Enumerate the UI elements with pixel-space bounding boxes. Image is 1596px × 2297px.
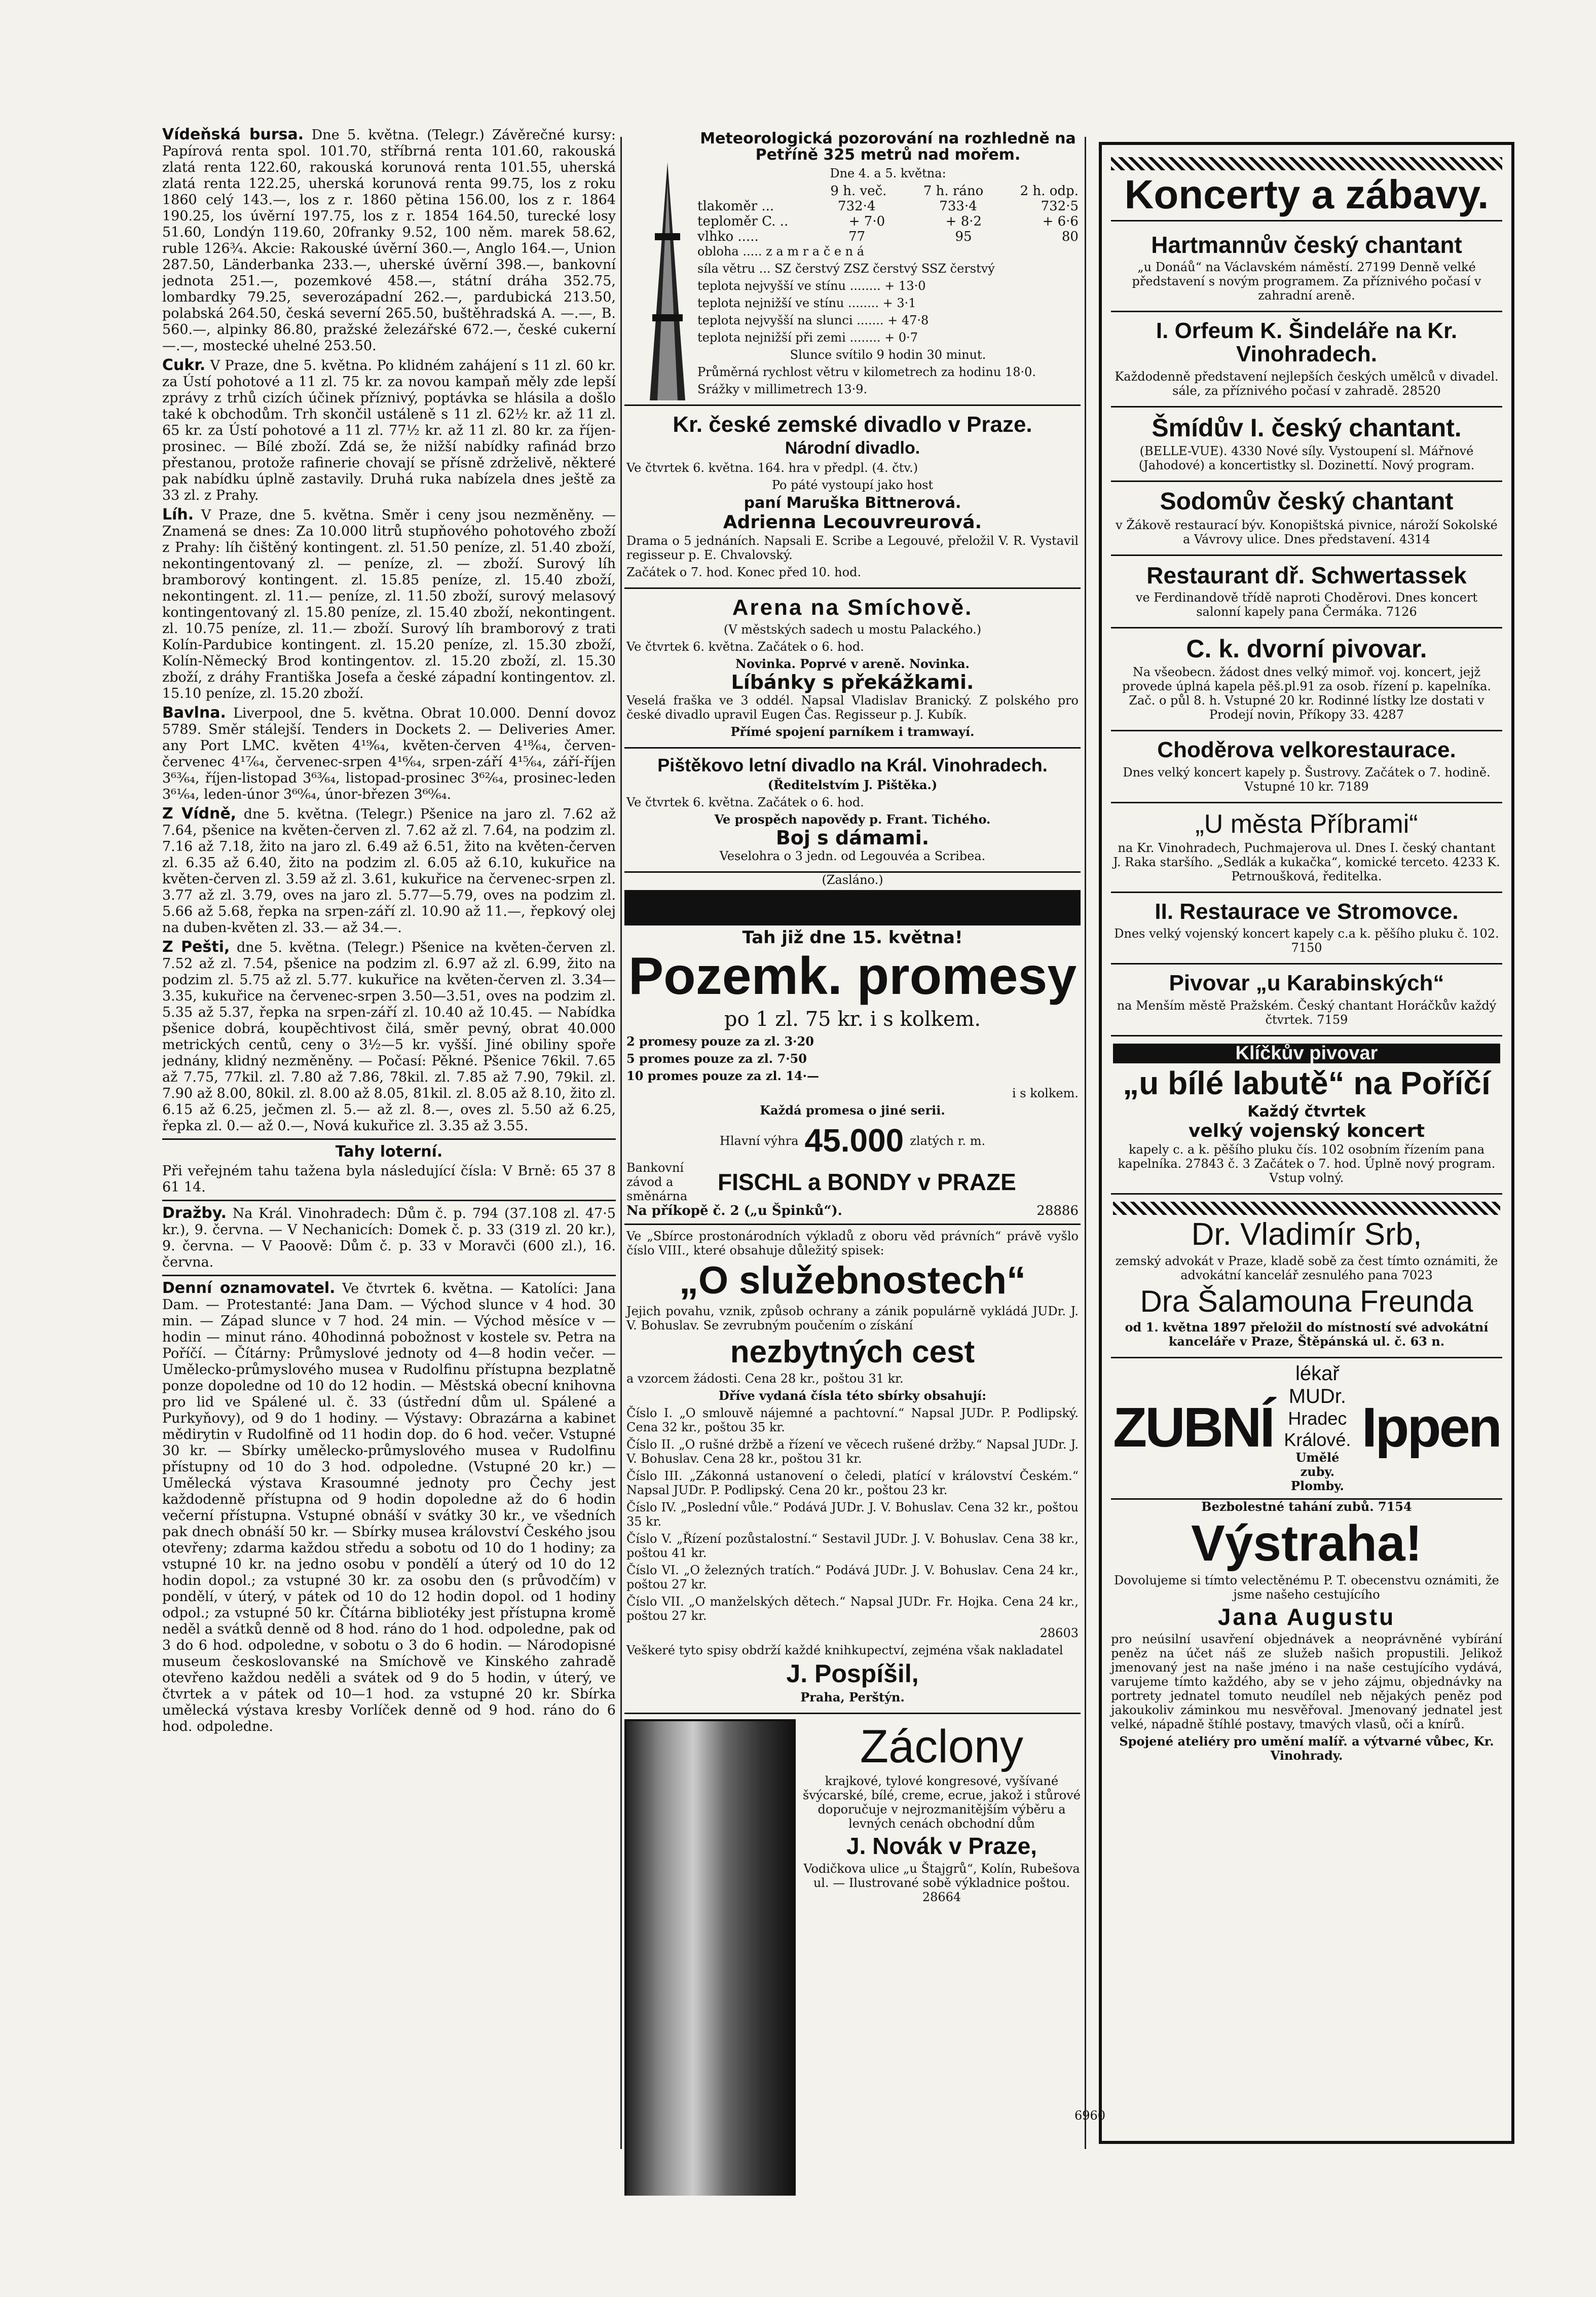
concert-ad-title: II. Restaurace ve Stromovce. <box>1155 899 1459 924</box>
fischl-num: 28886 <box>1036 1203 1079 1219</box>
lekar: lékař MUDr. <box>1288 1362 1347 1407</box>
meteo-value: 732·5 <box>1041 199 1079 214</box>
concert-ad-text: na Kr. Vinohradech, Puchmajerova ul. Dnes I. český chantant J. Raka staršího. „Sedlák a kukačka“, komické terceto. 4233 K. Petrnoušková, ředitelka. <box>1113 841 1500 884</box>
concert-ad-title: Pivovar „u Karabinských“ <box>1169 971 1444 996</box>
pistek-title: Pištěkovo letní divadlo na Král. Vinohradech. <box>657 755 1048 776</box>
ad-number: 6960 <box>1074 2108 1106 2123</box>
pistek-line: Ve prospěch napovědy p. Frant. Tichého. <box>714 811 991 827</box>
concert-ad-text: Každodenně představení nejlepších českých umělců v divadel. sále, za příznivého počasí v zahradě. 28520 <box>1115 369 1499 398</box>
promesy-unit: zlatých r. m. <box>910 1133 986 1148</box>
drazby-text: Na Král. Vinohradech: Dům č. p. 794 (37.108 zl. 47·5 kr.), 9. června. — V Nechanicích: Domek č. p. 33 (319 zl. 20 kr.), 9. června. — V Paoově: Dům č. p. 33 v Moravči (600 zl.), 16. června. <box>162 1206 616 1270</box>
pistek-line: Ve čtvrtek 6. května. Začátek o 6. hod. <box>626 795 864 809</box>
koncerty-title: Koncerty a zábavy. <box>1124 172 1489 217</box>
concert-ad-text: Dnes velký vojenský koncert kapely c.a k. pěšího pluku č. 102. 7150 <box>1114 927 1499 955</box>
concert-ad-text: (BELLE-VUE). 4330 Nové síly. Vystoupení sl. Mářnové (Jahodové) a koncertistky sl. Dozinettí. Nový program. <box>1138 444 1475 473</box>
vystraha-end: Spojené ateliéry pro umění malíř. a výtvarné vůbec, Kr. Vinohrady. <box>1119 1733 1494 1763</box>
concert-ad <box>1111 803 1502 894</box>
meteo-temp: teplota nejvyšší na slunci ....... + 47·8 <box>697 313 929 327</box>
labute-title: „u bílé labutě“ na Poříčí <box>1123 1065 1491 1102</box>
burza-heading: Vídeňská bursa. <box>162 127 304 143</box>
concert-ad-title: Šmídův I. český chantant. <box>1152 413 1462 442</box>
meteo-temp: teplota nejnižší ve stínu ........ + 3·1 <box>697 296 916 310</box>
vystraha-ad <box>1111 1514 1502 1763</box>
cislo-item: Číslo V. „Řízení pozůstalostní.“ Sestavil JUDr. J. V. Bohuslav. Cena 38 kr., poštou 41 kr. <box>626 1532 1079 1561</box>
promesy-hlavni: Hlavní výhra <box>719 1133 799 1148</box>
arena-title: Arena na Smíchově. <box>732 595 973 620</box>
bavlna-heading: Bavlna. <box>162 704 226 722</box>
cislo-item: Číslo VI. „O železných tratích.“ Podává JUDr. J. V. Bohuslav. Cena 24 kr., poštou 27 kr. <box>626 1563 1079 1592</box>
concert-ad <box>1111 407 1502 483</box>
vojensky: velký vojenský koncert <box>1188 1120 1425 1141</box>
meteo-value: 77 <box>848 229 866 244</box>
black-band <box>624 890 1081 925</box>
meteo-col: 2 h. odp. <box>1020 183 1079 199</box>
concert-ad <box>1111 226 1502 312</box>
srb-name: Dr. Vladimír Srb, <box>1191 1216 1422 1252</box>
meteo-value: 733·4 <box>939 199 977 214</box>
concert-ad <box>1111 556 1502 628</box>
pest-text: dne 5. května. (Telegr.) Pšenice na květen-červen zl. 7.52 až zl. 7.54, pšenice na podzim zl. 6.97 až zl. 6.99, žito na podzim zl. 5.75 až zl. 5.77. kukuřice na květen-červen zl. 3.34—3.35, kukuřice na červenec-srpen 3.50—3.51, oves na podzim zl. 5.35 až 5.37, řepka na srpen-září zl. 10.40 až 10.45. — Nabídka pšenice dobrá, koupěchtivost čilá, směr pevný, obrat 40.000 metrických centů, ceny o 3½—5 kr. vyšší. Jiné obiliny spoře jednány, klidný nezměněny. — Počasí: Pěkné. Pšenice 76kil. 7.65 až 7.75, 77kil. zl. 7.80 až 7.86, 78kil. zl. 7.85 až 7.90, 79kil. zl. 7.90 až 8.00, 80kil. zl. 8.00 až 8.05, 81kil. zl. 8.05 až 8.10, žito zl. 6.15 až 6.25, ječmen zl. 5.— až zl. 8.—, oves zl. 5.50 až 6.25, řepka zl. 0.— až 0.—, Nová kukuřice zl. 3.35 až 3.55. <box>162 940 616 1134</box>
meteo-title: Meteorologická pozorování na rozhledně na Petříně 325 metrů nad mořem. <box>700 130 1076 164</box>
column-markets <box>162 127 616 2196</box>
drazby-article <box>162 1205 616 1271</box>
arena-line: Ve čtvrtek 6. května. Začátek o 6. hod. <box>626 640 864 654</box>
vystraha-pre: Dovolujeme si tímto velectěnému P. T. obecenstvu oznámiti, že jsme našeho cestujícího <box>1114 1573 1499 1602</box>
fischl-pre: Bankovní závod a směnárna <box>626 1161 688 1204</box>
narodni-line: Drama o 5 jednáních. Napsali E. Scribe a Legouvé, přeložil V. R. Vystavil regisseur p. E. Chvalovský. <box>626 533 1079 562</box>
meteo-value: 95 <box>955 229 972 244</box>
concert-ad-title: C. k. dvorní pivovar. <box>1186 634 1427 663</box>
novak-addr: Vodičkova ulice „u Štajgrů“, Kolín, Rubešova ul. — Ilustrované sobě výkladnice poštou. 28664 <box>803 1861 1080 1904</box>
lih-text: V Praze, dne 5. května. Směr i ceny jsou nezměněny. — Znamená se dnes: Za 10.000 litrů stupňového pohotového zboží z Prahy: líh čištěný kontingent. zl. 51.50 peníze, zl. 51.40 zboží, nekontingentovaný zl. — peníze, zl. — zboží. Surový líh bramborový kontingent. zl. 15.85 peníze, zl. 15.40 zboží, nekontingent. zl. 11.— peníze, zl. 11.50 zboží, surový melasový kontingentovaný zl. 15.80 peníze, zl. 15.40 zboží, nekontingent. zl. 10.75 peníze, zl. 11.— zboží. Surový líh bramborový z trati Kolín-Pardubice kontingent. zl. 15.20 peníze, zl. 15.30 zboží, Kolín-Německý Brod kontingentov. zl. 15.20 zboží, zl. 15.30 zboží, z dráhy Františka Josefa a české západní kontingentov. zl. 15.10 peníze, zl. 15.20 zboží. <box>162 507 616 701</box>
concert-ad <box>1111 965 1502 1036</box>
meteo-value: + 6·6 <box>1042 214 1079 229</box>
meteo-rain: Srážky v millimetrech 13·9. <box>697 382 868 396</box>
meteo-value: + 8·2 <box>945 214 982 229</box>
concert-ad <box>1111 628 1502 732</box>
meteo-wind-speed: Průměrná rychlost větru v kilometrech za hodinu 18·0. <box>697 365 1036 379</box>
concert-ad-text: v Žákově restaurací býv. Konopištská pivnice, nároží Sokolské a Vávrovy ulice. Dnes představení. 4314 <box>1116 517 1498 546</box>
bavlna-text: Liverpool, dne 5. května. Obrat 10.000. Denní dovoz 5789. Směr stálejší. Tenders in Dockets 2. — Deliveries Amer. any Port LMC. květen 4¹⁹⁄₆₄, květen-červen 4¹⁸⁄₆₄, červen-červenec 4¹⁷⁄₆₄, červenec-srpen 4¹⁶⁄₆₄, srpen-září 4¹⁵⁄₆₄, září-říjen 3⁶³⁄₆₄, říjen-listopad 3⁶³⁄₆₄, listopad-prosinec 3⁶²⁄₆₄, prosinec-leden 3⁶¹⁄₆₄, leden-únor 3⁶⁰⁄₆₄, únor-březen 3⁶⁰⁄₆₄. <box>162 706 616 802</box>
concert-ad <box>1111 482 1502 555</box>
divider <box>1111 220 1502 221</box>
august-name: Jana Augustu <box>1217 1603 1396 1630</box>
oznam-heading: Denní oznamovatel. <box>162 1279 336 1297</box>
narodni-line: Začátek o 7. hod. Konec před 10. hod. <box>626 565 862 579</box>
promesy-title: Pozemk. promesy <box>628 946 1077 1006</box>
pistek-line: (Ředitelstvím J. Pištěka.) <box>767 777 938 792</box>
burza-article <box>162 127 616 354</box>
vystraha-text: pro neúsilní usavření objednávek a neoprávněné vybírání peněz na účet náš ze služeb našich propustili. Jelikož jmenovaný jest na naše jméno i na naše cestujícího vydává, varujeme tímto každého, aby se v jeho zájmu, objednávky na portrety jednatel tomuto neudílel neb nějakých peněz pod jakoukoliv záminkou mu nesvěřoval. Jmenovaný jednatel jest velké, nápadně štíhlé postavy, tmavých vlasů, oči a knírů. <box>1111 1632 1502 1731</box>
tahy-heading: Tahy loterní. <box>335 1143 443 1161</box>
lookout-tower-icon <box>645 162 690 405</box>
ornament-border <box>1113 1202 1500 1215</box>
column-divider <box>620 137 622 2149</box>
drive-heading: Dříve vydaná čísla této sbírky obsahují: <box>718 1388 987 1403</box>
oznam-text: Ve čtvrtek 6. května. — Katolíci: Jana Dam. — Protestanté: Jana Dam. — Východ slunce v 4 hod. 30 min. — Západ slunce v 7 hod. 24 min. — Východ měsíce v — hodin — minut ráno. 40hodinná pobožnost v kostele sv. Petra na Poříčí. — Čítárny: Průmyslové jednoty od 4—8 hodin večer. — Umělecko-průmyslového musea v Rudolfinu přístupna bezplatně ponze dopoledne od 10 do 12 hodin. — Městská obecní knihovna pro lid ve Spálené ul. č. 33 (ústřední dům ul. Spálené a Purkyňovy), od 9 do 1 hodiny. — Výstavy: Obrazárna a kabinet mědirytin v Rudolfině od 11 hodin dop. do 6 hod. večer. Vstupné 30 kr. — Sbírky umělecko-průmyslového musea v Rudolfinu přístupny od 10 do 3 hod. odpoledne. (Vstupné 20 kr.) — Umělecká výstava Krasoumné jednoty pro Čechy jest každodenně přístupna od 9 hodin dopoledne až do 6 hodin večerní přístupna. Vstupné obnáší v svátky 30 kr., ve všedních pak dnech obnáší 50 kr. — Sbírky musea království Českého jsou otevřeny; zdarma každou středu a sobotu od 10 do 1 hodiny; za vstupné 10 kr. na jedno osobu v pondělí a úterý od 10 do 12 hodin dopol.; za vstupné 30 kr. za osobu den (s průvodčím) v pondělí, v úterý, v pátek od 10 do 12 hodin dopol. od 1 hodiny odpol.; za vstupné 50 kr. Čítárna bibliotéky jest přístupna kromě neděl a svátků denně od 8 hod. ráno do 1 hod. odpoledne, pak od 3 do 6 hod. odpoledne, v sobotu o 3 do 6 hodin. — Národopisné museum českoslovanské na Smíchově ve Kinského zahradě otevřeno každou neděli a svátek od 9 do 5 hodin, v úterý, ve čtvrtek a v pátek od 10—1 hod. za vstupné 20 kr. Sbírka umělecká výstava kresby Vorlíček denně od 9 hod. ráno do 6 hod. odpoledne. <box>162 1281 616 1734</box>
cislo-item: Číslo II. „O rušné držbě a řízení ve věcech rušené držby.“ Napsal JUDr. J. V. Bohuslav. Cena 28 kr., poštou 31 kr. <box>626 1437 1079 1466</box>
curtain-illustration-icon <box>624 1719 796 2196</box>
concert-ad-title: Hartmannův český chantant <box>1151 232 1462 258</box>
meteo-sun: Slunce svítilo 9 hodin 30 minut. <box>790 348 986 362</box>
concert-ad-title: Sodomův český chantant <box>1160 488 1454 515</box>
cisla-num: 28603 <box>1040 1626 1079 1641</box>
srb-ad <box>1111 1195 1502 1358</box>
concert-ad-text: Dnes velký koncert kapely p. Šustrovy. Začátek o 7. hodině. Vstupné 10 kr. 7189 <box>1123 765 1491 794</box>
concert-ad-title: „U města Příbrami“ <box>1195 809 1418 839</box>
meteo-value: 732·4 <box>838 199 876 214</box>
meteo-temp: teplota nejnižší při zemi ........ + 0·7 <box>697 330 918 345</box>
meteo-row <box>697 229 1079 244</box>
promesy-top: Tah již dne 15. května! <box>742 927 963 948</box>
narodni-line: Ve čtvrtek 6. května. 164. hra v předpl. (4. čtv.) <box>626 460 918 475</box>
bezbolestne: Bezbolestné tahání zubů. 7154 <box>1201 1499 1412 1514</box>
promesy-line: 10 promes pouze za zl. 14·— <box>626 1068 819 1084</box>
narodni-line: Po páté vystoupí jako host <box>771 477 934 492</box>
concert-ad-text: ve Ferdinandově třídě naproti Choděrovi. Dnes koncert salonní kapely pana Čermáka. 7126 <box>1135 590 1478 619</box>
freund-name: Dra Šalamouna Freunda <box>1140 1284 1473 1318</box>
burza-text: Dne 5. května. (Telegr.) Závěrečné kursy: Papírová renta spol. 101.70, stříbrná renta 101.60, rakouská zlatá renta 122.60, rakouská korunová renta 101.55, uherská zlatá renta 122.25, uherská korunová renta 99.75, los z roku 1860 celý 143.—, los z r. 1860 pětina 156.00, los z r. 1864 190.25, los úvěrní 197.75, los z r. 1854 164.50, turecké losy 51.60, Londýn 119.60, 20franky 9.52, 100 něm. marek 58.62, ruble 126¾. Akcie: Rakouské úvěrní 360.—, Anglo 164.—, Union 287.50, Länderbanka 233.—, uherské úvěrní 398.—, bankovní jednota 251.—, pozemkové 458.—, státní dráha 352.75, lombardky 79.25, severozápadní 262.—, pardubická 213.50, polabská 264.50, česká severní 265.50, buštěhradská A. —.—, B. 560.—, alpinky 86.80, pražské železářské 672.—, české cukerní —.—, mostecké uhelné 253.50. <box>162 127 616 354</box>
column-theatre-ads <box>624 127 1081 2196</box>
meteo-value: + 7·0 <box>848 214 885 229</box>
arena-play: Líbánky s překážkami. <box>731 671 974 694</box>
promesy-serie: Každá promesa o jiné serii. <box>760 1103 945 1118</box>
narodni-play: Adrienna Lecouvreurová. <box>723 511 982 533</box>
meteo-box <box>624 127 1081 406</box>
pistek-play: Boj s dámami. <box>775 826 930 849</box>
labute-ad <box>1111 1036 1502 1195</box>
zubni-word: ZUBNÍ <box>1113 1396 1274 1459</box>
viden-heading: Z Vídně, <box>162 805 237 823</box>
pospisil-addr: Praha, Perštýn. <box>800 1689 905 1705</box>
sluzebnosti-text: Jejich povahu, vznik, způsob ochrany a zánik populárně vykládá JUDr. J. V. Bohuslav. Se zevrubným poučením o získání <box>626 1304 1079 1333</box>
cukr-heading: Cukr. <box>162 356 206 374</box>
arena-line: (V městských sadech u mostu Palackého.) <box>723 622 982 637</box>
srb-text: zemský advokát v Praze, kladě sobě za čest tímto oznámiti, že advokátní kancelář zesnulého pana 7023 <box>1115 1253 1498 1282</box>
ippen-word: Ippen <box>1361 1396 1500 1459</box>
zaclony-ad <box>624 1714 1081 2196</box>
sbirka-intro: Ve „Sbírce prostonárodních výkladů z oboru věd právních“ právě vyšlo číslo VIII., které obsahuje důležitý spisek: <box>626 1229 1079 1258</box>
meteo-header <box>697 183 1079 199</box>
promesy-price: po 1 zl. 75 kr. i s kolkem. <box>724 1008 981 1031</box>
vystraha-title: Výstraha! <box>1191 1514 1422 1572</box>
concert-ad <box>1111 731 1502 803</box>
zaclony-title: Záclony <box>860 1720 1024 1772</box>
meteo-label: vlhko ..... <box>697 229 759 244</box>
meteo-date: Dne 4. a 5. května: <box>830 166 946 180</box>
cislo-item: Číslo VII. „O manželských dětech.“ Napsal JUDr. Fr. Hojka. Cena 24 kr., poštou 27 kr. <box>626 1595 1079 1623</box>
pest-article <box>162 939 616 1134</box>
tahy-text: Při veřejném tahu tažena byla následující čísla: V Brně: 65 37 8 61 14. <box>162 1163 616 1195</box>
cislo-item: Číslo IV. „Poslední vůle.“ Podává JUDr. J. V. Bohuslav. Cena 32 kr., poštou 35 kr. <box>626 1500 1079 1529</box>
meteo-wind: síla větru ... SZ čerstvý ZSZ čerstvý SSZ čerstvý <box>697 262 995 276</box>
concert-ad-text: Na všeobecn. žádost dnes velký mimoř. voj. koncert, jejž provede úplná kapela pěš.pl.91 za osob. řízení p. kapelníka. Zač. o půl 8. h. Vstupné 20 kr. Rodinné lístky lze dostati v Prodejí novin, Příkopy 33. 4287 <box>1122 665 1491 722</box>
meteo-sky: obloha ..... z a m r a č e n á <box>697 244 865 258</box>
pistek-box <box>624 749 1081 873</box>
freund-text: od 1. května 1897 přeložil do místností své advokátní kanceláře v Praze, Štěpánská ul. č. 63 n. <box>1125 1319 1489 1349</box>
narodni-divadlo-title: Národní divadlo. <box>785 438 920 458</box>
meteo-temp: teplota nejvyšší ve stínu ........ + 13·0 <box>697 279 926 293</box>
fischl-name: FISCHL a BONDY v PRAZE <box>718 1169 1016 1196</box>
viden-text: dne 5. května. (Telegr.) Pšenice na jaro zl. 7.62 až 7.64, pšenice na květen-červen zl. 7.62 až zl. 7.64, na podzim zl. 7.16 až 7.18, žito na jaro zl. 6.49 až 6.51, žito na květen-červen zl. 6.35 až 6.40, žito na podzim zl. 6.05 až 6.10, kukuřice na květen-červen zl. 3.59 až zl. 3.61, kukuřice na červenec-srpen zl. 3.77 až zl. 3.79, oves na jaro zl. 5.77—5.79, oves na podzim zl. 5.66 až 5.68, řepka na srpen-září zl. 10.90 až 11.—, řepkový olej na duben-květen zl. 33.— až 34.—. <box>162 806 616 936</box>
drazby-heading: Dražby. <box>162 1204 227 1222</box>
meteo-label: teploměr C. .. <box>697 214 789 229</box>
column-divider <box>1085 137 1086 2149</box>
concert-ad-title: Choděrova velkorestaurace. <box>1157 737 1456 763</box>
ctvrtek: Každý čtvrtek <box>1247 1102 1366 1121</box>
concert-ad-text: na Menším městě Pražském. Český chantant Horáčkův každý čtvrtek. 7159 <box>1117 998 1497 1027</box>
cislo-item: Číslo III. „Zákonná ustanovení o čeledi, platící v království Českém.“ Napsal JUDr. P. Podlipský. Cena 20 kr., poštou 23 kr. <box>626 1469 1079 1498</box>
viden-article <box>162 806 616 936</box>
zaslano: (Zasláno.) <box>822 872 883 887</box>
pospisil-name: J. Pospíšil, <box>786 1659 919 1688</box>
concert-ad-text: „u Donáů“ na Václavském náměstí. 27199 Denně velké představení s novým programem. Za příznivého počasí v zahradní areně. <box>1132 260 1481 303</box>
concert-ad-title: Restaurant dř. Schwertassek <box>1146 562 1467 588</box>
arena-box <box>624 589 1081 749</box>
oznam-article <box>162 1280 616 1735</box>
nezbytnych-text: a vzorcem žádosti. Cena 28 kr., poštou 31 kr. <box>626 1372 904 1386</box>
hradec: Hradec Králové. <box>1284 1407 1351 1450</box>
sbirka-end: Veškeré tyto spisy obdrží každé knihkupectví, zejména však nakladatel <box>626 1643 1063 1658</box>
cukr-article <box>162 357 616 504</box>
meteo-col: 9 h. več. <box>830 183 887 199</box>
cislo-item: Číslo I. „O smlouvě nájemné a pachtovní.“ Napsal JUDr. P. Podlipský. Cena 32 kr., poštou 35 kr. <box>626 1406 1079 1435</box>
promesy-box <box>624 925 1081 1225</box>
sluzebnosti-title: „O služebnostech“ <box>679 1259 1026 1303</box>
divider <box>162 1200 616 1201</box>
lih-heading: Líh. <box>162 506 194 524</box>
arena-line: Veselá fraška ve 3 oddél. Napsal Vladislav Branický. Z polského pro české divadlo upravil Eugen Čas. Regisseur p. J. Kubík. <box>626 693 1079 722</box>
divider <box>162 1138 616 1140</box>
klicka-title: Klíčkův pivovar <box>1113 1044 1500 1064</box>
meteo-row <box>697 214 1079 229</box>
zaclony-text: krajkové, tylové kongresové, vyšívané švýcarské, bílé, creme, ecrue, jakož i stůrové doporučuje v nejrozmanitějším výběru a levných cenách obchodní dům <box>803 1774 1081 1831</box>
meteo-col: 7 h. ráno <box>923 183 984 199</box>
concert-ad-title: I. Orfeum K. Šindeláře na Kr. Vinohradech. <box>1156 318 1458 367</box>
bavlna-article <box>162 705 616 803</box>
sbirka-box <box>624 1225 1081 1714</box>
concert-ad <box>1111 312 1502 407</box>
promesy-line: 5 promes pouze za zl. 7·50 <box>626 1051 807 1066</box>
divider <box>162 1275 616 1276</box>
column-entertainment <box>1099 142 1514 2144</box>
ornament-border <box>1111 157 1502 170</box>
fischl-addr: Na příkopě č. 2 („u Špinků“). <box>626 1203 842 1219</box>
cukr-text: V Praze, dne 5. května. Po klidném zahájení s 11 zl. 60 kr. za Ústí pohotové a 11 zl. 75 kr. za novou kampaň měly zde lepší zprávy z trhů cizích účinek příznivý, poptávka se hlásila a došlo také k obchodům. Trh skončil ustáleně s 11 zl. 62½ kr. až 11 zl. 65 kr. za Ústí pohotové a 11 zl. 77½ kr. až 11 zl. 80 kr. za říjen-prosinec. — Bílé zboží. Zdá se, že nižší nabídky rafinád brzo přestanou, protože rafinerie chovají se přísně zdrželivě, některé pak nabídku úplně zastavily. Druhá ruka nabízela dnes ještě za 33 zl. z Prahy. <box>162 358 616 503</box>
meteo-row <box>697 199 1079 214</box>
promesy-amount: 45.000 <box>804 1122 904 1159</box>
zemske-divadlo-title: Kr. české zemské divadlo v Praze. <box>673 412 1032 437</box>
arena-line: Přímé spojení parníkem i tramwayí. <box>730 724 975 739</box>
arena-line: Novinka. Poprvé v areně. Novinka. <box>735 656 970 672</box>
lih-article <box>162 507 616 702</box>
concert-ad <box>1111 893 1502 965</box>
pistek-line: Veselohra o 3 jedn. od Legouvéa a Scribea. <box>719 848 986 863</box>
meteo-label: tlakoměr ... <box>697 199 774 214</box>
pest-heading: Z Pešti, <box>162 938 230 956</box>
nezbytnych-title: nezbytných cest <box>730 1335 975 1370</box>
narodni-guest: paní Maruška Bittnerová. <box>744 494 961 512</box>
meteo-value: 80 <box>1061 229 1079 244</box>
promesy-line: 2 promesy pouze za zl. 3·20 <box>626 1034 814 1049</box>
novak-name: J. Novák v Praze, <box>846 1833 1037 1860</box>
labute-text: kapely c. a k. pěšího pluku čís. 102 osobním řízením pana kapelníka. 27843 č. 3 Začátek o 7. hod. Úplně nový program. Vstup volný. <box>1118 1142 1496 1185</box>
promesy-line: i s kolkem. <box>1012 1086 1079 1101</box>
theatre-box <box>624 406 1081 589</box>
umele: Umělé zuby. Plomby. <box>1290 1450 1344 1493</box>
zubni-ad <box>1111 1358 1502 1500</box>
